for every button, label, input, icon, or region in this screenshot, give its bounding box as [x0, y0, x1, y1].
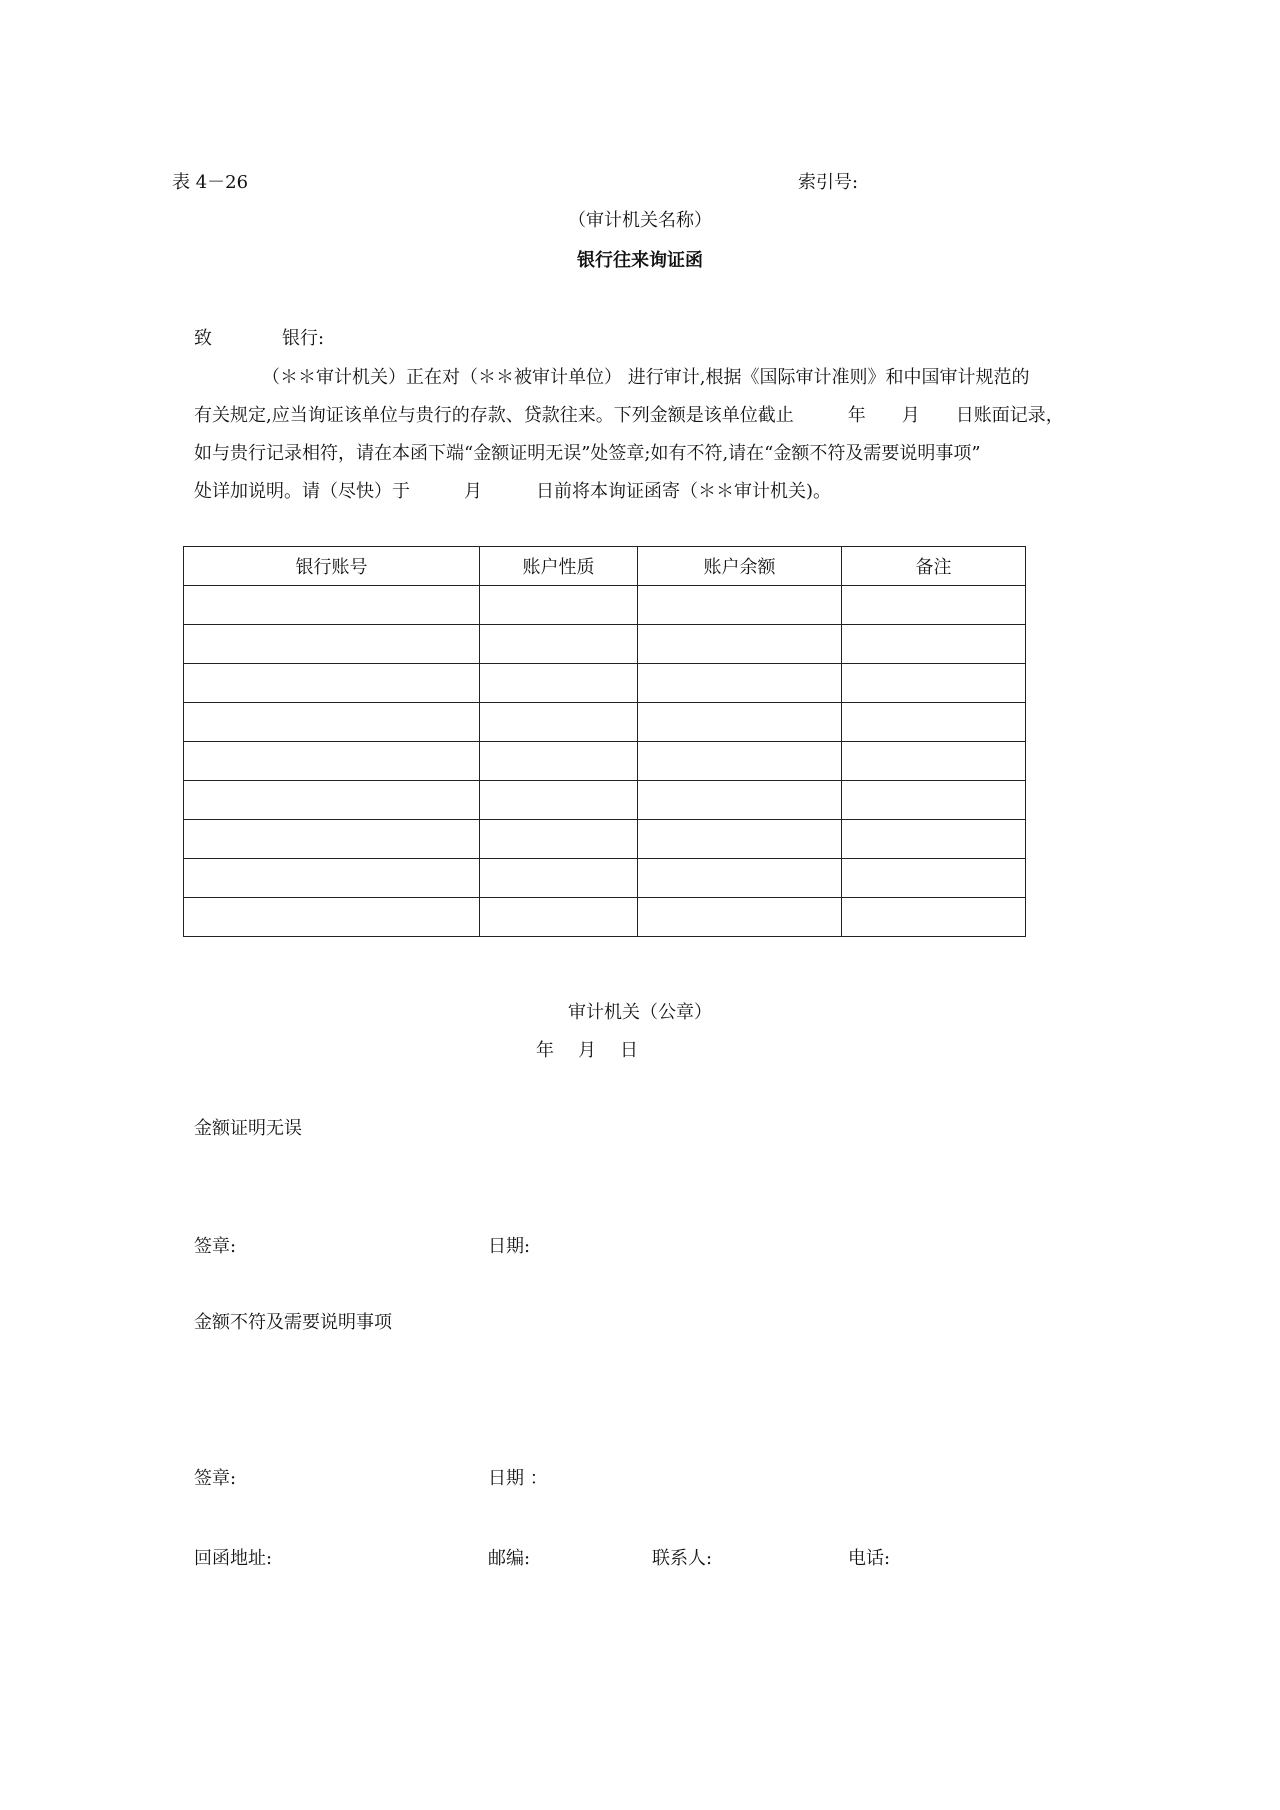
- table-cell: [842, 586, 1026, 625]
- discrepancy-date-label: 日期 ：: [488, 1468, 548, 1489]
- discrepancy-signature-label: 签章:: [194, 1468, 237, 1489]
- table-cell: [842, 703, 1026, 742]
- confirm-heading: 金额证明无误: [194, 1118, 302, 1139]
- table-cell: [480, 703, 638, 742]
- table-cell: [638, 859, 842, 898]
- table-cell: [638, 742, 842, 781]
- audit-org-name: （审计机关名称）: [568, 210, 712, 231]
- seal-month: 月: [578, 1040, 596, 1061]
- table-cell: [842, 859, 1026, 898]
- table-header-row: [184, 547, 1026, 586]
- account-table: [183, 546, 1026, 937]
- table-cell: [842, 820, 1026, 859]
- form-number: 表 4－26: [172, 172, 249, 193]
- table-cell: [480, 820, 638, 859]
- salutation: [194, 324, 324, 350]
- letter-line-3: 如与贵行记录相符，请在本函下端“金额证明无误”处签章;如有不符,请在“金额不符及需要说明事项”: [194, 443, 981, 464]
- table-cell: [184, 625, 480, 664]
- table-row: [184, 820, 1026, 859]
- table-cell: [842, 742, 1026, 781]
- reply-contact-label: 联系人:: [652, 1548, 713, 1569]
- table-cell: [638, 625, 842, 664]
- table-row: [184, 859, 1026, 898]
- table-cell: [842, 625, 1026, 664]
- col-header-account-no: 银行账号: [184, 547, 480, 586]
- table-row: [184, 781, 1026, 820]
- confirm-signature-label: 签章:: [194, 1236, 237, 1257]
- confirm-date-label: 日期:: [488, 1236, 531, 1257]
- salutation-bank: 银行:: [282, 328, 325, 349]
- table-row: [184, 586, 1026, 625]
- table-cell: [638, 586, 842, 625]
- seal-label: 审计机关（公章）: [568, 1002, 712, 1023]
- col-header-remarks: 备注: [842, 547, 1026, 586]
- discrepancy-heading: 金额不符及需要说明事项: [194, 1312, 392, 1333]
- table-cell: [842, 664, 1026, 703]
- table-cell: [184, 781, 480, 820]
- table-cell: [184, 742, 480, 781]
- col-header-account-type: 账户性质: [480, 547, 638, 586]
- table-cell: [480, 664, 638, 703]
- table-cell: [480, 586, 638, 625]
- table-cell: [184, 664, 480, 703]
- table-row: [184, 703, 1026, 742]
- letter-line-4: 处详加说明。请（尽快）于 月 日前将本询证函寄（＊＊审计机关)。: [194, 481, 832, 502]
- table-cell: [184, 703, 480, 742]
- reply-postcode-label: 邮编:: [488, 1548, 531, 1569]
- table-body: [184, 586, 1026, 937]
- letter-line-2: 有关规定,应当询证该单位与贵行的存款、贷款往来。下列金额是该单位截止 年 月 日账面记录，: [194, 405, 1064, 426]
- table-cell: [184, 898, 480, 937]
- table-row: [184, 625, 1026, 664]
- index-number-label: 索引号:: [798, 172, 859, 193]
- table-cell: [638, 898, 842, 937]
- table-cell: [638, 781, 842, 820]
- table-cell: [842, 898, 1026, 937]
- table-cell: [638, 820, 842, 859]
- seal-year: 年: [536, 1040, 554, 1061]
- col-header-balance: 账户余额: [638, 547, 842, 586]
- table-row: [184, 664, 1026, 703]
- reply-address-label: 回函地址:: [194, 1548, 273, 1569]
- reply-phone-label: 电话:: [848, 1548, 891, 1569]
- table-cell: [184, 820, 480, 859]
- table-cell: [480, 625, 638, 664]
- table-cell: [842, 781, 1026, 820]
- letter-line-1: （＊＊审计机关）正在对（＊＊被审计单位） 进行审计,根据《国际审计准则》和中国审计规范的: [262, 367, 1030, 388]
- table-cell: [638, 703, 842, 742]
- table-cell: [480, 781, 638, 820]
- table-row: [184, 898, 1026, 937]
- table-cell: [480, 898, 638, 937]
- salutation-to: 致: [194, 328, 212, 349]
- table-row: [184, 742, 1026, 781]
- seal-date: [536, 1036, 662, 1062]
- table-cell: [480, 742, 638, 781]
- seal-day: 日: [620, 1040, 638, 1061]
- document-title: 银行往来询证函: [577, 250, 703, 271]
- table-cell: [184, 586, 480, 625]
- table-cell: [638, 664, 842, 703]
- table-cell: [480, 859, 638, 898]
- table-cell: [184, 859, 480, 898]
